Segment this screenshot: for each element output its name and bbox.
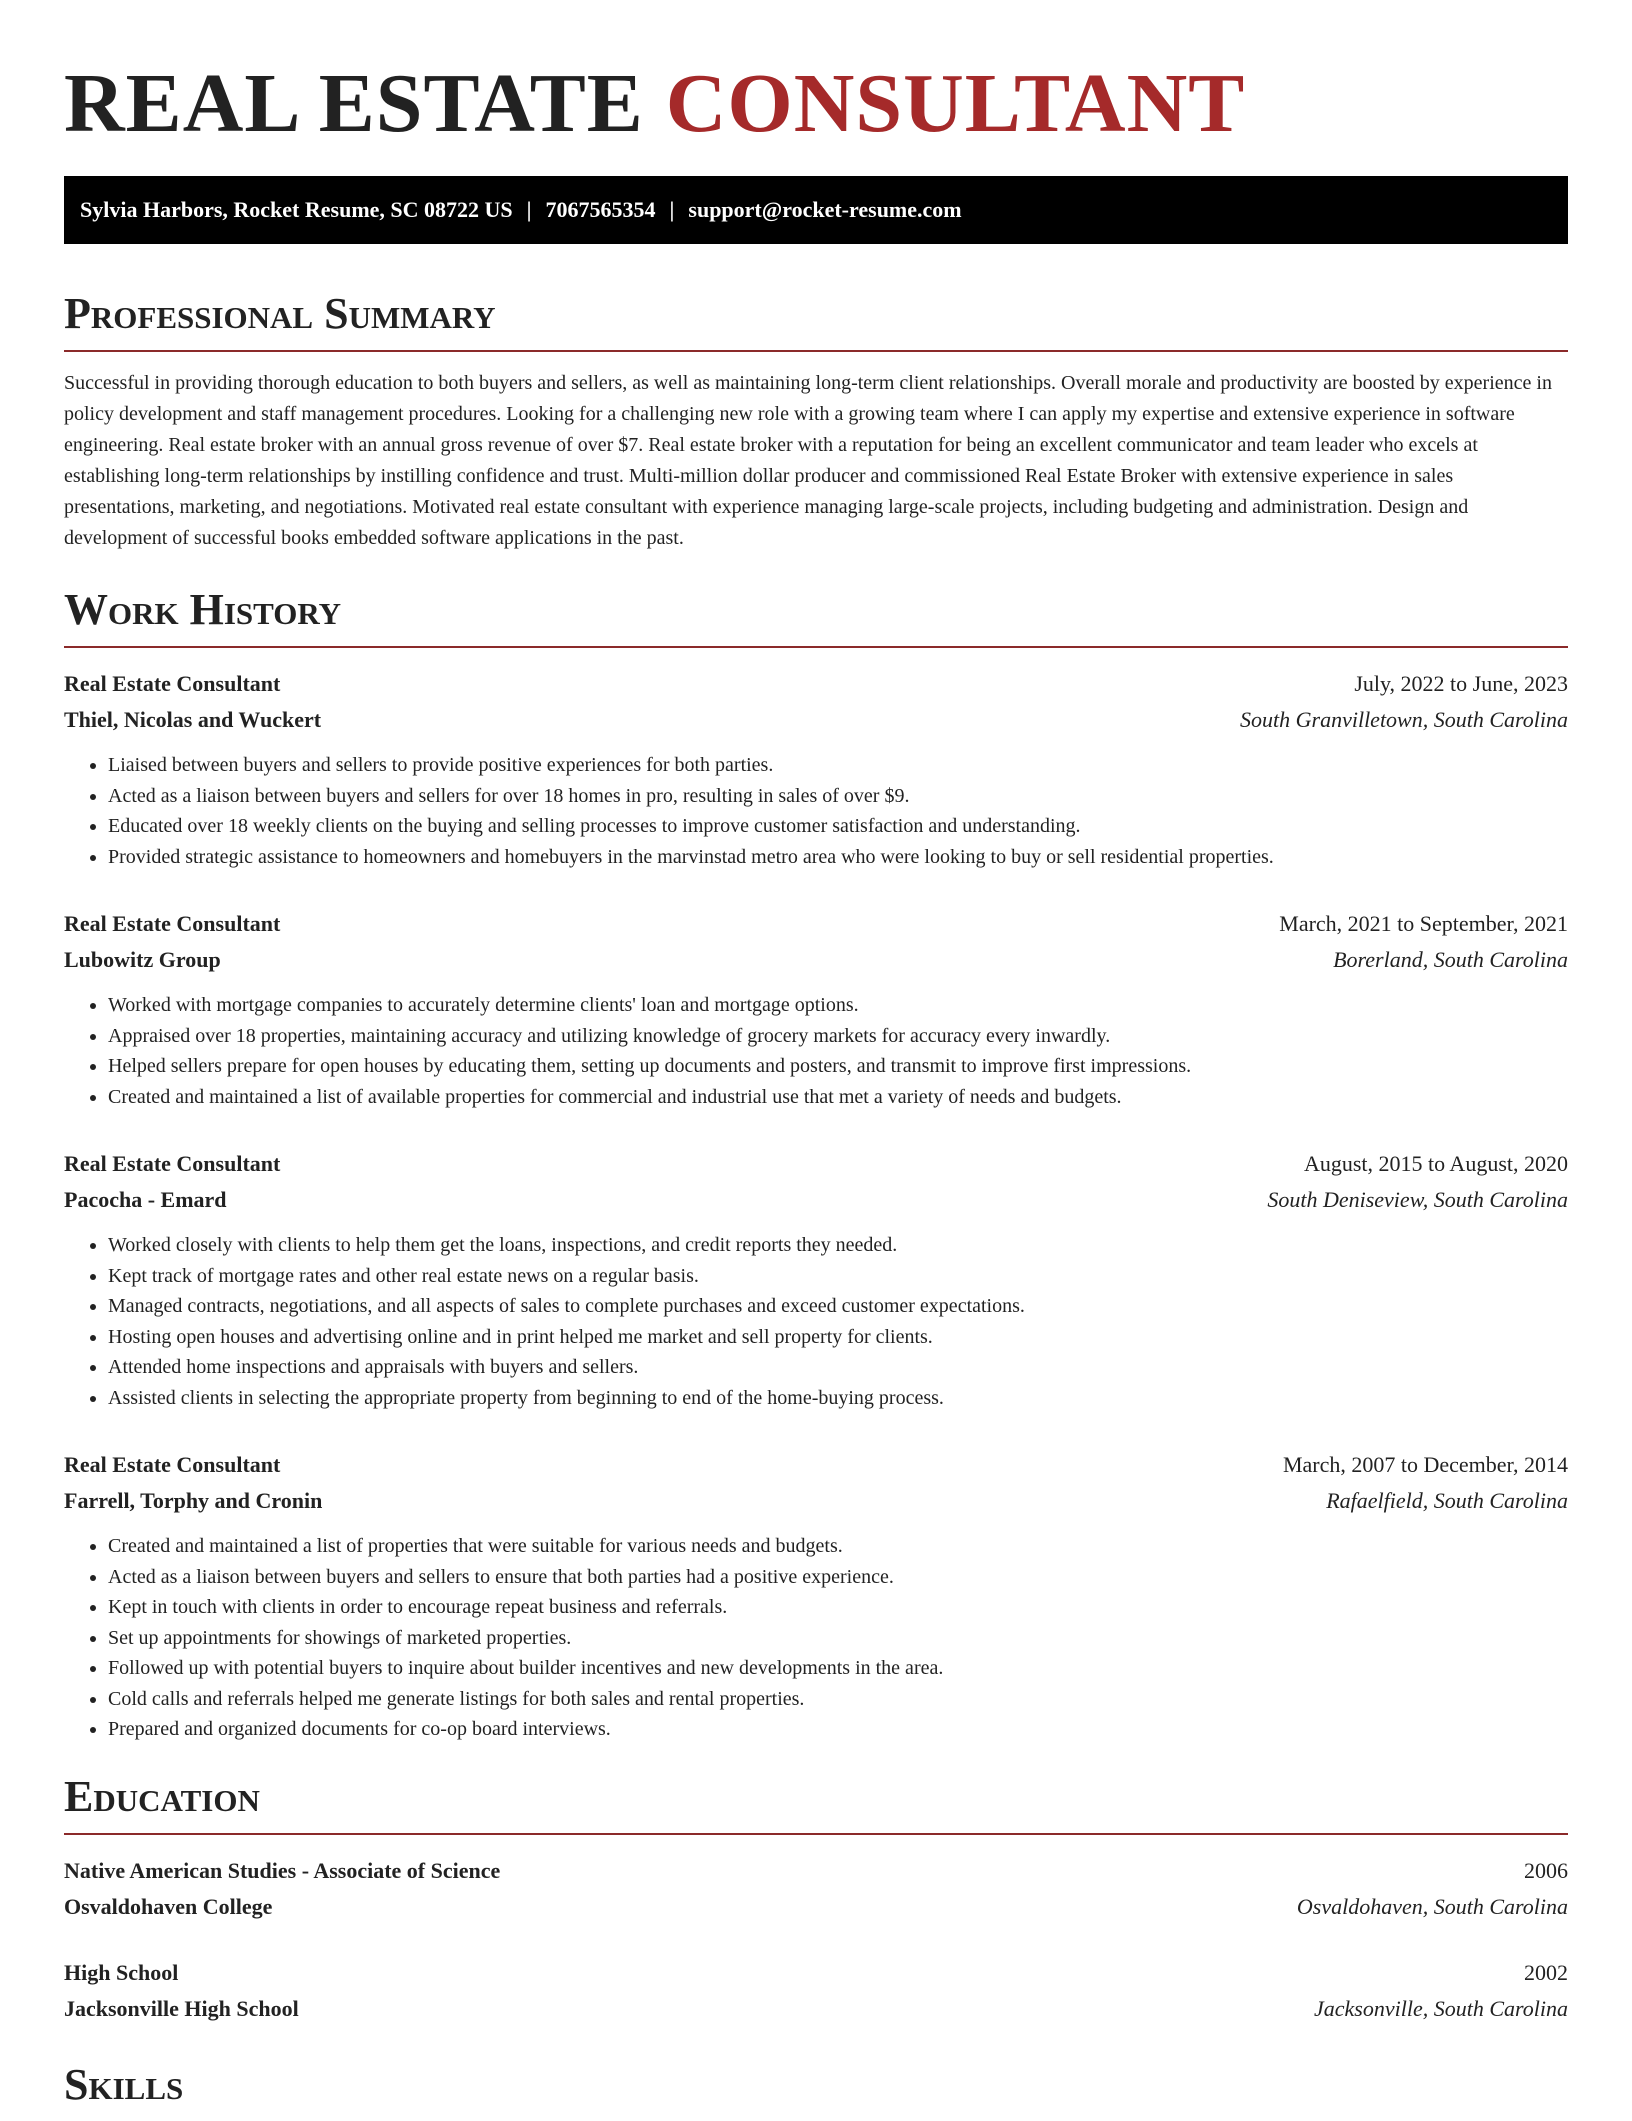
job-dates: March, 2007 to December, 2014 <box>1282 1452 1568 1477</box>
job-bullet: • Followed up with potential buyers to inquire about builder incentives and new developments in the area. <box>108 1653 1568 1684</box>
job-bullet: • Managed contracts, negotiations, and all aspects of sales to complete purchases and exceed customer expectations. <box>108 1291 1568 1322</box>
education-degree: High School <box>64 1959 179 1985</box>
education-location: Osvaldohaven, South Carolina <box>1296 1893 1568 1919</box>
section-heading-work-history: Work History <box>64 584 1568 648</box>
job-bullet: • Attended home inspections and appraisals with buyers and sellers. <box>108 1352 1568 1383</box>
job-bullet: • Cold calls and referrals helped me generate listings for both sales and rental properties. <box>108 1684 1568 1715</box>
contact-separator: | <box>526 197 532 222</box>
job-bullet: • Kept in touch with clients in order to encourage repeat business and referrals. <box>108 1592 1568 1623</box>
job-location: Borerland, South Carolina <box>1333 947 1568 972</box>
job-dates: August, 2015 to August, 2020 <box>1303 1151 1568 1176</box>
job-bullet: • Set up appointments for showings of marketed properties. <box>108 1623 1568 1654</box>
job-bullet: • Provided strategic assistance to homeowners and homebuyers in the marvinstad metro area who were looking to buy or sell residential properties. <box>108 842 1568 873</box>
job-bullet: • Liaised between buyers and sellers to provide positive experiences for both parties. <box>108 750 1568 781</box>
job-bullet: • Appraised over 18 properties, maintaining accuracy and utilizing knowledge of grocery markets for accuracy every inwardly. <box>108 1021 1568 1052</box>
education-entry <box>64 1853 1568 1925</box>
job-bullet: • Hosting open houses and advertising online and in print helped me market and sell property for clients. <box>108 1322 1568 1353</box>
contact-address: Sylvia Harbors, Rocket Resume, SC 08722 US <box>80 197 513 222</box>
job-bullets <box>64 990 1568 1112</box>
contact-bar <box>64 176 1568 244</box>
job-entry <box>64 1447 1568 1745</box>
work-history-section <box>64 584 1568 1745</box>
job-bullet: • Educated over 18 weekly clients on the buying and selling processes to improve customer satisfaction and understanding. <box>108 811 1568 842</box>
education-entry <box>64 1955 1568 2027</box>
job-entry <box>64 666 1568 872</box>
job-title: Real Estate Consultant <box>64 1151 281 1176</box>
section-heading-skills: Skills <box>64 2059 184 2109</box>
job-title: Real Estate Consultant <box>64 671 281 696</box>
job-bullet: • Acted as a liaison between buyers and sellers to ensure that both parties had a positive experience. <box>108 1562 1568 1593</box>
education-location: Jacksonville, South Carolina <box>1314 1995 1568 2021</box>
job-title: Real Estate Consultant <box>64 911 281 936</box>
education-year: 2002 <box>1524 1959 1568 1985</box>
job-bullet: • Worked closely with clients to help them get the loans, inspections, and credit reports they needed. <box>108 1230 1568 1261</box>
job-bullet: • Prepared and organized documents for co-op board interviews. <box>108 1714 1568 1745</box>
job-title: Real Estate Consultant <box>64 1452 281 1477</box>
resume-content <box>64 0 1568 2121</box>
summary-text: Successful in providing thorough education to both buyers and sellers, as well as maintaining long-term client relationships. Overall morale and productivity are boosted by experience in policy development and staff management procedures. Looking for a challenging new role with a growing team where I can apply my expertise and extensive experience in software engineering. Real estate broker with an annual gross revenue of over $7. Real estate broker with a reputation for being an excellent communicator and team leader who excels at establishing long-term relationships by instilling confidence and trust. Multi-million dollar producer and commissioned Real Estate Broker with extensive experience in sales presentations, marketing, and negotiations. Motivated real estate consultant with experience managing large-scale projects, including budgeting and administration. Design and development of successful books embedded software applications in the past. <box>64 372 1552 549</box>
job-bullet: • Assisted clients in selecting the appropriate property from beginning to end of the home-buying process. <box>108 1383 1568 1414</box>
title-role-word: REAL ESTATE <box>64 57 644 150</box>
job-company: Farrell, Torphy and Cronin <box>64 1488 323 1513</box>
job-bullets <box>64 1230 1568 1413</box>
contact-phone: 7067565354 <box>545 197 656 222</box>
job-bullets <box>64 750 1568 872</box>
skills-section <box>64 2059 1568 2121</box>
job-bullet: • Acted as a liaison between buyers and sellers for over 18 homes in pro, resulting in sales of over $9. <box>108 781 1568 812</box>
job-bullet: • Kept track of mortgage rates and other real estate news on a regular basis. <box>108 1261 1568 1292</box>
job-company: Pacocha - Emard <box>64 1187 227 1212</box>
education-degree: Native American Studies - Associate of Science <box>64 1857 501 1883</box>
education-school: Jacksonville High School <box>64 1995 299 2021</box>
job-bullet: • Created and maintained a list of available properties for commercial and industrial use that met a variety of needs and budgets. <box>108 1082 1568 1113</box>
job-dates: March, 2021 to September, 2021 <box>1279 911 1568 936</box>
section-heading-education: Education <box>64 1771 1568 1835</box>
job-bullet: • Helped sellers prepare for open houses by educating them, setting up documents and posters, and transmit to improve first impressions. <box>108 1051 1568 1082</box>
section-heading-summary: Professional Summary <box>64 288 1568 352</box>
summary-section <box>64 288 1568 554</box>
job-company: Thiel, Nicolas and Wuckert <box>64 707 322 732</box>
job-bullet: • Created and maintained a list of properties that were suitable for various needs and budgets. <box>108 1531 1568 1562</box>
job-company: Lubowitz Group <box>64 947 221 972</box>
education-school: Osvaldohaven College <box>64 1893 273 1919</box>
title-accent-word: CONSULTANT <box>665 57 1246 150</box>
job-bullet: • Worked with mortgage companies to accurately determine clients' loan and mortgage options. <box>108 990 1568 1021</box>
resume-title <box>64 0 1568 150</box>
job-entry <box>64 1146 1568 1413</box>
job-entry <box>64 906 1568 1112</box>
job-location: South Deniseview, South Carolina <box>1267 1187 1568 1212</box>
job-location: South Granvilletown, South Carolina <box>1240 707 1568 732</box>
job-bullets <box>64 1531 1568 1745</box>
contact-email: support@rocket-resume.com <box>688 197 962 222</box>
contact-separator: | <box>669 197 675 222</box>
job-location: Rafaelfield, South Carolina <box>1326 1488 1568 1513</box>
education-year: 2006 <box>1524 1857 1568 1883</box>
education-section <box>64 1771 1568 2027</box>
job-dates: July, 2022 to June, 2023 <box>1354 671 1568 696</box>
